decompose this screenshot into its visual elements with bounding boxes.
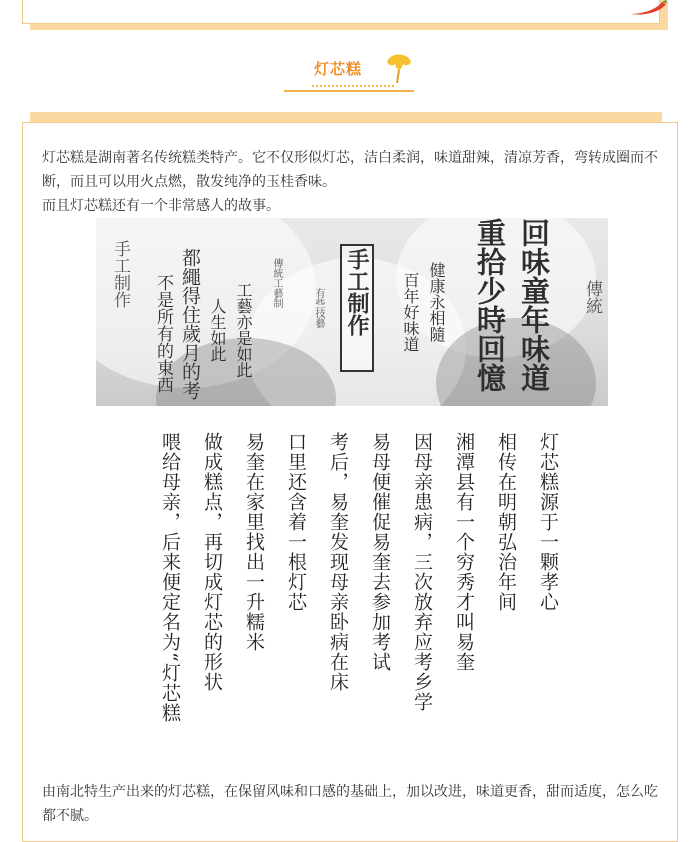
outro-paragraph: 由南北特生产出来的灯芯糕，在保留风味和口感的基础上，加以改进，味道更香，甜而适度，怎么吃都不腻。 xyxy=(42,784,658,824)
top-card xyxy=(22,0,660,24)
poster-mid-1: 工藝亦是如此 xyxy=(234,282,253,378)
poster-small-2: 有些技藝 xyxy=(313,288,324,328)
chili-pepper-icon xyxy=(628,0,668,16)
poster-stamp-text: 手工制作 xyxy=(344,248,370,336)
poster-col-c: 健康永相隨 xyxy=(427,262,446,342)
poster-col-a: 回味童年味道 xyxy=(517,218,551,392)
story-column: 因母亲患病，三次放弃应考乡学 xyxy=(411,432,433,712)
poster-mid-2: 人生如此 xyxy=(208,298,227,362)
poster-col-d: 百年好味道 xyxy=(401,272,420,352)
story-column: 易母便催促易奎去参加考试 xyxy=(369,432,391,672)
story-column: 相传在明朝弘治年间 xyxy=(495,432,517,612)
section-title: 灯芯糕 xyxy=(314,60,363,78)
poster-right-small: 傳統 xyxy=(582,280,602,314)
poster-col-b: 重拾少時回憶 xyxy=(473,218,507,392)
story-column: 喂给母亲，后来便定名为“灯芯糕 xyxy=(159,432,181,723)
story-vertical-text xyxy=(150,432,560,772)
poster-small-1: 傳統工藝制 xyxy=(271,258,282,308)
story-column: 易奎在家里找出一升糯米 xyxy=(243,432,265,652)
poster-left-title: 手工制作 xyxy=(110,240,130,308)
story-column: 考后，易奎发现母亲卧病在床 xyxy=(327,432,349,692)
intro-story-line: 而且灯芯糕还有一个非常感人的故事。 xyxy=(42,198,280,214)
poster-big-1: 都繩得住歲月的考 xyxy=(179,248,201,400)
intro-paragraph: 灯芯糕是湖南著名传统糕类特产。它不仅形似灯芯，洁白柔润，味道甜辣，清凉芳香，弯转成圈而不断，而且可以用火点燃，散发纯净的玉桂香味。 xyxy=(42,150,658,190)
header-underline xyxy=(284,90,414,92)
story-column: 湘潭县有一个穷秀才叫易奎 xyxy=(453,432,475,672)
section-header xyxy=(284,48,414,98)
story-column: 灯芯糕源于一颗孝心 xyxy=(537,432,559,612)
ginkgo-leaf-icon xyxy=(384,50,414,84)
poster-big-2: 不是所有的東西 xyxy=(153,274,173,393)
story-column: 做成糕点，再切成灯芯的形状 xyxy=(201,432,223,692)
story-column: 口里还含着一根灯芯 xyxy=(285,432,307,612)
header-dots xyxy=(312,85,394,87)
poster-image xyxy=(96,218,608,406)
